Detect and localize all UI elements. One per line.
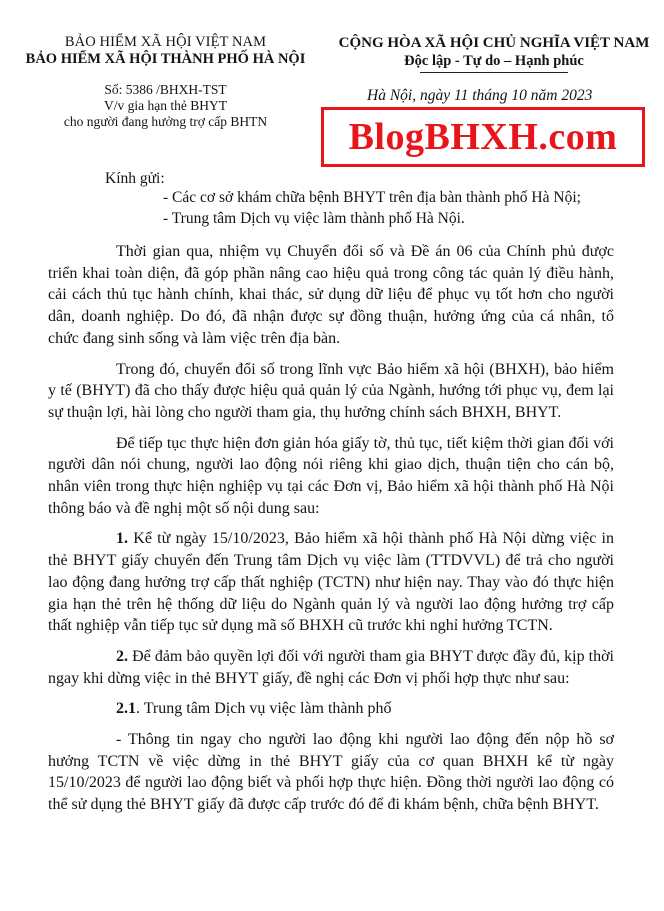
recipient-item-2: - Trung tâm Dịch vụ việc làm thành phố Hà Nội. bbox=[163, 210, 465, 227]
national-motto: Độc lập - Tự do – Hạnh phúc bbox=[404, 53, 584, 69]
item-1-number: 1. bbox=[116, 530, 128, 548]
paragraph-item-2 bbox=[48, 646, 614, 689]
item-2-1-number: 2.1 bbox=[116, 700, 136, 718]
watermark-stamp bbox=[321, 107, 645, 167]
paragraph-2: Trong đó, chuyển đổi số trong lĩnh vực Bảo hiểm xã hội (BHXH), bảo hiểm y tế (BHYT) đã cho thấy được hiệu quả quản lý của Ngành, hướng tới phục vụ, đem lại sự thuận lợi, hài lòng cho người tham gia, thụ hưởng chính sách BHXH, BHYT. bbox=[48, 360, 614, 421]
salutation: Kính gửi: bbox=[105, 170, 165, 187]
item-2-number: 2. bbox=[116, 647, 128, 665]
issuing-agency-header bbox=[8, 34, 323, 68]
issuing-organization: BẢO HIỂM XÃ HỘI THÀNH PHỐ HÀ NỘI bbox=[25, 51, 306, 67]
document-reference bbox=[8, 82, 323, 130]
paragraph-3: Để tiếp tục thực hiện đơn giản hóa giấy tờ, thủ tục, tiết kiệm thời gian đối với người dân nói chung, người lao động nói riêng khi giao dịch, thuận tiện cho cán bộ, nhân viên trong thực hiện nghiệp vụ tại các Đơn vị, Bảo hiểm xã hội thành phố Hà Nội thông báo và đề nghị một số nội dung sau: bbox=[48, 434, 614, 517]
paragraph-item-1 bbox=[48, 528, 614, 637]
national-title: CỘNG HÒA XÃ HỘI CHỦ NGHĨA VIỆT NAM bbox=[338, 35, 650, 51]
issue-date: Hà Nội, ngày 11 tháng 10 năm 2023 bbox=[367, 87, 593, 104]
recipient-item-1: - Các cơ sở khám chữa bệnh BHYT trên địa bàn thành phố Hà Nội; bbox=[163, 189, 581, 206]
document-body bbox=[48, 241, 614, 825]
motto-underline bbox=[420, 72, 568, 73]
document-subject-line-2: cho người đang hưởng trợ cấp BHTN bbox=[63, 114, 268, 129]
item-2-1-text: . Trung tâm Dịch vụ việc làm thành phố bbox=[136, 700, 392, 718]
item-2-text: Để đảm bảo quyền lợi đối với người tham gia BHYT được đầy đủ, kịp thời ngay khi dừng việc in thẻ BHYT giấy, đề nghị các Đơn vị phối hợp thực như sau: bbox=[48, 647, 614, 687]
national-header bbox=[330, 34, 658, 73]
paragraph-bullet: - Thông tin ngay cho người lao động khi người lao động đến nộp hồ sơ hưởng TCTN về việc dừng in thẻ BHYT giấy của cơ quan BHXH kể từ ngày 15/10/2023 để người lao động biết và phối hợp thực hiện. Đồng thời người lao động có thể sử dụng thẻ BHYT giấy đã được cấp trước đó để đi khám bệnh, chữa bệnh BHYT. bbox=[48, 731, 614, 814]
paragraph-item-2-1 bbox=[48, 698, 614, 720]
paragraph-1: Thời gian qua, nhiệm vụ Chuyển đổi số và Đề án 06 của Chính phủ được triển khai toàn diện, đã góp phần nâng cao hiệu quả trong công tác quản lý điều hành, cải cách thủ tục hành chính, khai thác, sử dụng dữ liệu để phục vụ tốt hơn cho người dân, doanh nghiệp. Do đó, đã nhận được sự đồng thuận, hưởng ứng của cá nhân, tổ chức đang sinh sống và làm việc trên địa bàn. bbox=[48, 243, 614, 347]
document-subject-line-1: V/v gia hạn thẻ BHYT bbox=[104, 98, 227, 113]
parent-organization: BẢO HIỂM XÃ HỘI VIỆT NAM bbox=[64, 34, 267, 50]
watermark-text: BlogBHXH.com bbox=[348, 116, 618, 158]
item-1-text: Kể từ ngày 15/10/2023, Bảo hiểm xã hội thành phố Hà Nội dừng việc in thẻ BHYT giấy chuyển đến Trung tâm Dịch vụ việc làm (TTDVVL) để trả cho người lao động đang hưởng trợ cấp thất nghiệp (TCTN) như hiện nay. Thay vào đó thực hiện gia hạn thẻ trên hệ thống dữ liệu do Ngành quản lý và người lao động hưởng trợ cấp thất nghiệp vẫn tiếp tục sử dụng mã số BHXH cũ trước khi nghỉ hưởng TCTN. bbox=[48, 530, 614, 635]
document-number: Số: 5386 /BHXH-TST bbox=[104, 82, 227, 97]
